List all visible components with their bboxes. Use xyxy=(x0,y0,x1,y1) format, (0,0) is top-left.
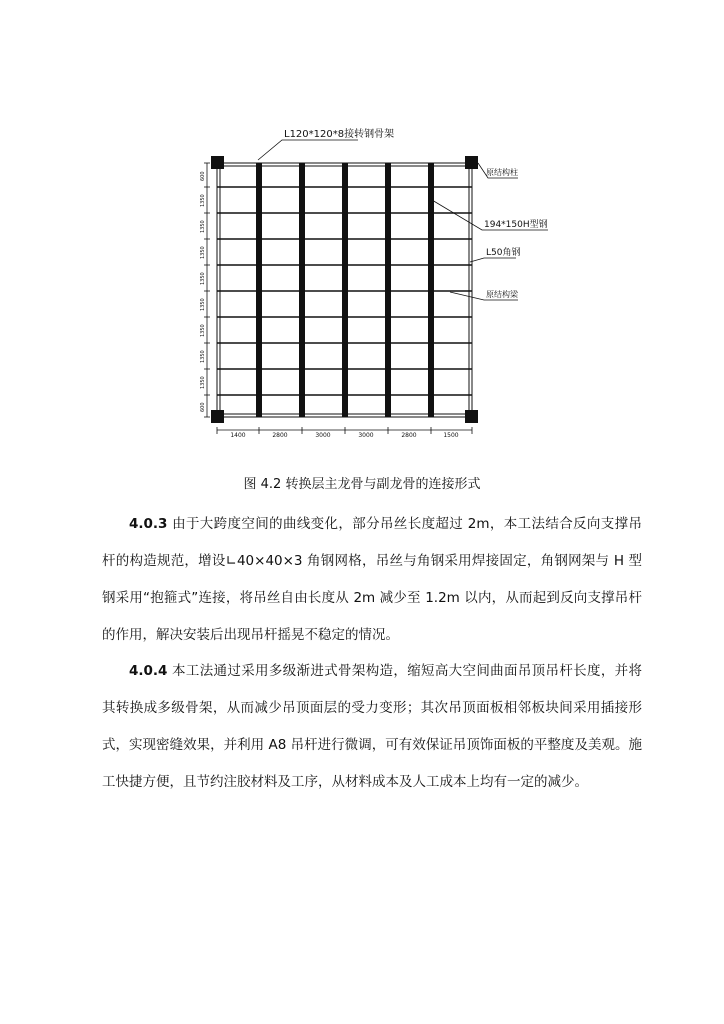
dimension-label: 1350 xyxy=(200,298,206,311)
corner-column xyxy=(211,156,224,169)
figure-caption: 图 4.2 转换层主龙骨与副龙骨的连接形式 xyxy=(243,477,481,492)
dimension-label: 1350 xyxy=(200,324,206,337)
dimension-label: 2800 xyxy=(401,432,417,439)
paragraph-text: 由于大跨度空间的曲线变化，部分吊丝长度超过 2m，本工法结合反向支撑吊杆的构造规范，增设∟40×40×3 角钢网格，吊丝与角钢采用焊接固定，角钢网架与 H 型钢采用“抱箍式”连接，将吊丝自由长度从 2m 减少至 1.2m 以内，从而起到反向支撑吊杆的作用，解决安装后出现吊杆摇晃不稳定的情况。 xyxy=(102,516,642,643)
dimension-label: 1350 xyxy=(200,350,206,363)
leader-line xyxy=(258,140,358,160)
h-beam-group xyxy=(256,163,434,417)
paragraph-4-0-3 xyxy=(102,506,642,654)
dimension-label: 1400 xyxy=(230,432,246,439)
dimension-label: 1350 xyxy=(200,246,206,259)
corner-column xyxy=(465,156,478,169)
callout-label: 原结构柱 xyxy=(486,168,518,177)
dimension-label: 1350 xyxy=(200,194,206,207)
dimension-label: 1350 xyxy=(200,220,206,233)
section-number: 4.0.4 xyxy=(129,663,168,679)
h-beam xyxy=(385,163,391,417)
dimension-label: 1350 xyxy=(200,376,206,389)
dimension-label: 3000 xyxy=(358,432,374,439)
h-beam xyxy=(299,163,305,417)
corner-column xyxy=(465,410,478,423)
dimension-label: 3000 xyxy=(315,432,331,439)
steel-frame-figure xyxy=(0,0,724,460)
dimension-label: 600 xyxy=(200,402,206,412)
left-dimension xyxy=(200,163,210,417)
callout-label: L120*120*8接转钢骨架 xyxy=(284,129,395,140)
dimension-label: 2800 xyxy=(272,432,288,439)
paragraph-text: 本工法通过采用多级渐进式骨架构造，缩短高大空间曲面吊顶吊杆长度，并将其转换成多级骨架，从而减少吊顶面层的受力变形；其次吊顶面板相邻板块间采用插接形式，实现密缝效果，并利用 A8 吊杆进行微调，可有效保证吊顶饰面板的平整度及美观。施工快捷方便，且节约注胶材料及工序，从材料成本及人工成本上均有一定的减少。 xyxy=(102,663,642,790)
dimension-label: 1500 xyxy=(443,432,459,439)
dimension-label: 600 xyxy=(200,171,206,181)
callout-label: 194*150H型钢 xyxy=(484,220,548,230)
callout-label: L50角钢 xyxy=(486,248,521,258)
h-beam xyxy=(256,163,262,417)
callout-label: 原结构梁 xyxy=(486,290,518,299)
h-beam xyxy=(342,163,348,417)
bottom-dimension xyxy=(217,427,472,439)
dimension-label: 1350 xyxy=(200,272,206,285)
paragraph-4-0-4 xyxy=(102,653,642,801)
corner-column xyxy=(211,410,224,423)
leader-line xyxy=(470,258,516,262)
section-number: 4.0.3 xyxy=(129,516,168,532)
